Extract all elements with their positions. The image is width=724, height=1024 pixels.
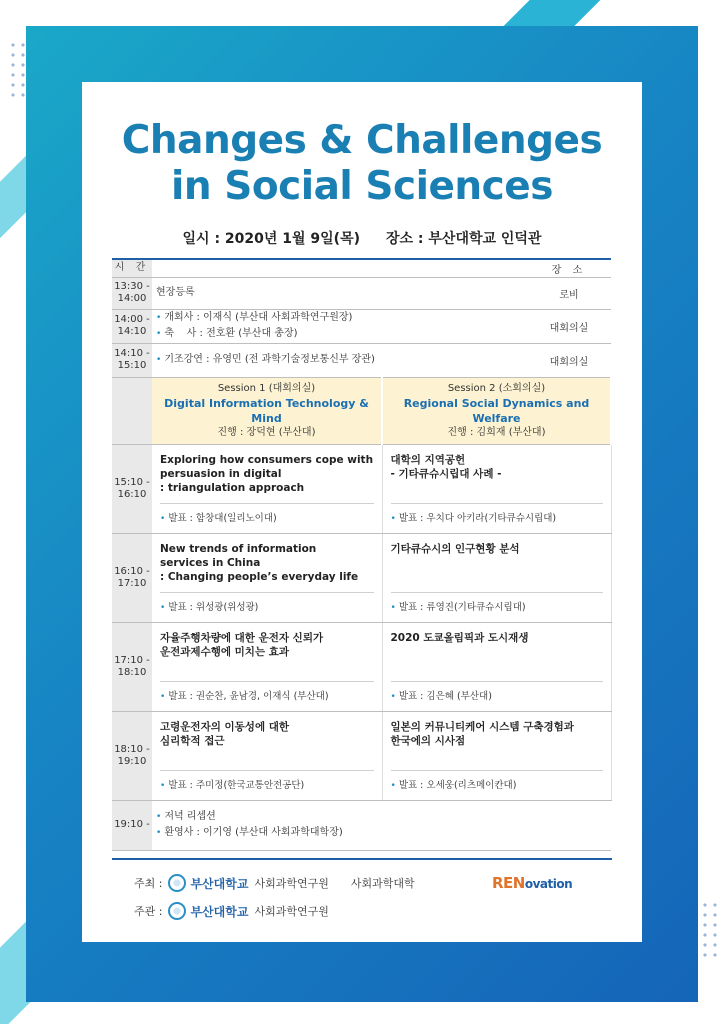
session-2-header: Session 2 (소회의실) Regional Social Dynamics and Welfare 진행 : 김희재 (부산대) xyxy=(382,377,611,444)
title-line-2: in Social Sciences xyxy=(171,164,553,209)
row-place: 대회의실 xyxy=(527,309,611,343)
bullet-icon: • xyxy=(390,513,396,524)
schedule-table xyxy=(112,258,612,851)
bullet-icon: • xyxy=(160,691,166,702)
table-row: 14:10 - 15:10 • 기조강연 : 유영민 (전 과학기술정보통신부 장관) 대회의실 xyxy=(112,343,611,377)
talk-cell: 일본의 커뮤니티케어 시스템 구축경험과 한국에의 시사점 • 발표 : 오세웅(리츠메이칸대) xyxy=(382,711,611,800)
session-header-row xyxy=(112,377,611,444)
bullet-icon: • xyxy=(160,513,166,524)
talk-cell: 자율주행차량에 대한 운전자 신뢰가 운전과제수행에 미치는 효과 • 발표 : 권순찬, 윤남경, 이재식 (부산대) xyxy=(152,622,382,711)
talk-cell: 고령운전자의 이동성에 대한 심리학적 접근 • 발표 : 주미정(한국교통안전공단) xyxy=(152,711,382,800)
bullet-icon: • xyxy=(156,313,162,323)
talk-row: 15:10 - 16:10 Exploring how consumers cope with persuasion in digital : triangulation approach • 발표 : 함창대(일리노이대) 대학의 지역공헌 - 기타큐슈시립대 사례 - • 발표 : 우치다 아키라(기타큐슈시립대) xyxy=(112,444,611,533)
session-1-header: Session 1 (대회의실) Digital Information Technology & Mind 진행 : 장덕현 (부산대) xyxy=(152,377,382,444)
talk-cell: Exploring how consumers cope with persuasion in digital : triangulation approach • 발표 : 함창대(일리노이대) xyxy=(152,444,382,533)
table-row: 13:30 - 14:00 현장등록 로비 xyxy=(112,277,611,309)
header-time: 시 간 xyxy=(112,259,152,277)
bullet-icon: • xyxy=(156,828,162,838)
university-seal-icon xyxy=(168,874,186,892)
organizer-row: 주관 : 부산대학교 사회과학연구원 xyxy=(134,902,329,920)
talk-cell: 기타큐슈시의 인구현황 분석 • 발표 : 류영진(기타큐슈시립대) xyxy=(382,533,611,622)
event-date: 일시 : 2020년 1월 9일(목) xyxy=(182,231,360,247)
poster-content xyxy=(82,82,642,942)
host-row: 주최 : 부산대학교 사회과학연구원 사회과학대학 xyxy=(134,874,415,892)
university-seal-icon xyxy=(168,902,186,920)
bullet-icon: • xyxy=(156,329,162,339)
talk-cell: New trends of information services in China : Changing people’s everyday life • 발표 : 위성광(위성광) xyxy=(152,533,382,622)
table-row: 14:00 - 14:10 • 개회사 : 이재식 (부산대 사회과학연구원장) • 축 사 : 전호환 (부산대 총장) 대회의실 xyxy=(112,309,611,343)
talk-row: 16:10 - 17:10 New trends of information services in China : Changing people’s everyday life • 발표 : 위성광(위성광) 기타큐슈시의 인구현황 분석 • 발표 : 류영진(기타큐슈시립대) xyxy=(112,533,611,622)
bullet-icon: • xyxy=(160,602,166,613)
event-meta xyxy=(82,228,642,248)
renovation-logo: RENovation xyxy=(492,874,573,892)
talk-row: 18:10 - 19:10 고령운전자의 이동성에 대한 심리학적 접근 • 발표 : 주미정(한국교통안전공단) 일본의 커뮤니티케어 시스템 구축경험과 한국에의 시사점 • 발표 : 오세웅(리츠메이칸대) xyxy=(112,711,611,800)
row-place: 로비 xyxy=(527,277,611,309)
bullet-icon: • xyxy=(156,355,162,365)
title-line-1: Changes & Challenges xyxy=(121,118,603,163)
bullet-icon: • xyxy=(390,602,396,613)
table-row: 19:10 - • 저녁 리셉션 • 환영사 : 이기영 (부산대 사회과학대학장) xyxy=(112,800,611,850)
row-place: 대회의실 xyxy=(527,343,611,377)
bullet-icon: • xyxy=(160,780,166,791)
talk-row: 17:10 - 18:10 자율주행차량에 대한 운전자 신뢰가 운전과제수행에 미치는 효과 • 발표 : 권순찬, 윤남경, 이재식 (부산대) 2020 도쿄올림픽과 도시재생 • 발표 : 김은혜 (부산대) xyxy=(112,622,611,711)
footer xyxy=(112,858,612,919)
talk-cell: 대학의 지역공헌 - 기타큐슈시립대 사례 - • 발표 : 우치다 아키라(기타큐슈시립대) xyxy=(382,444,611,533)
bullet-icon: • xyxy=(156,812,162,822)
header-place: 장 소 xyxy=(527,259,611,277)
talk-cell: 2020 도쿄올림픽과 도시재생 • 발표 : 김은혜 (부산대) xyxy=(382,622,611,711)
row-label: 현장등록 xyxy=(156,287,195,298)
bullet-icon: • xyxy=(390,780,396,791)
event-venue: 장소 : 부산대학교 인덕관 xyxy=(386,231,542,247)
table-header xyxy=(112,259,611,277)
bullet-icon: • xyxy=(390,691,396,702)
